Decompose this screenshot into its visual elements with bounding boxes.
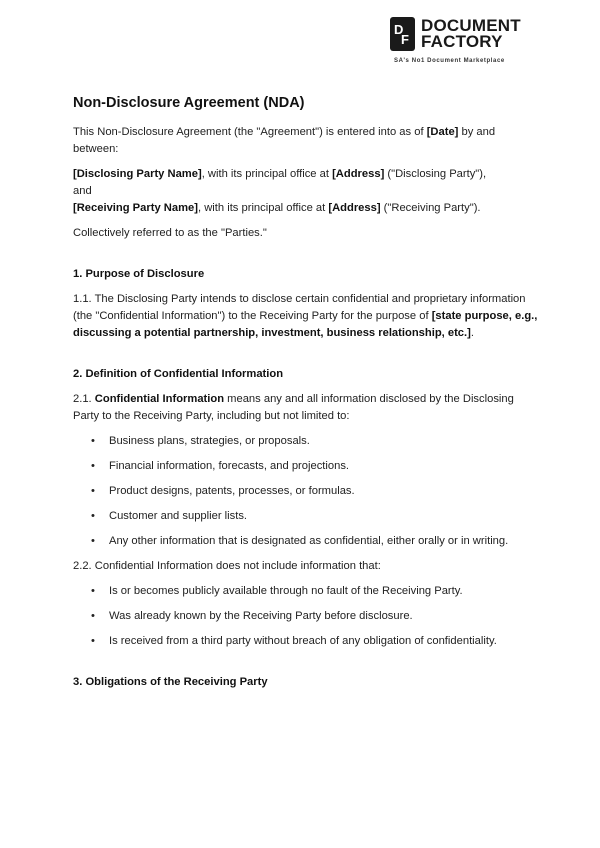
spacer xyxy=(73,250,543,266)
section-1-1-paragraph xyxy=(73,291,543,342)
receiving-party-name: [Receiving Party Name] xyxy=(73,202,198,214)
list-item: • Financial information, forecasts, and projections. xyxy=(109,458,543,475)
confidential-info-list xyxy=(73,433,543,550)
section-2-2-paragraph: 2.2. Confidential Information does not include information that: xyxy=(73,560,381,572)
list-item: • Is or becomes publicly available through no fault of the Receiving Party. xyxy=(109,583,543,600)
confidential-information-term: Confidential Information xyxy=(94,393,225,405)
section-1-1-end: . xyxy=(470,327,474,339)
document-body xyxy=(73,92,543,699)
section-1-heading: 1. Purpose of Disclosure xyxy=(73,268,205,280)
intro-paragraph xyxy=(73,124,543,158)
collectively-paragraph: Collectively referred to as the "Parties." xyxy=(73,227,267,239)
section-2-1-text: means any and all information disclosed by the Disclosing Party to the Receiving Party, including but not limited to: xyxy=(73,393,514,422)
logo-wordmark xyxy=(421,18,521,50)
receiving-text-2: ("Receiving Party"). xyxy=(380,202,481,214)
disclosing-text-1: , with its principal office at xyxy=(201,168,333,180)
list-item: • Is received from a third party without breach of any obligation of confidentiality. xyxy=(109,633,543,650)
list-item: • Customer and supplier lists. xyxy=(109,508,543,525)
logo-tagline: SA's No1 Document Marketplace xyxy=(394,58,505,64)
exclusions-list xyxy=(73,583,543,650)
logo-mark-icon xyxy=(390,17,415,51)
logo-row xyxy=(390,17,540,51)
logo-mark-bottom: F xyxy=(401,32,409,47)
document-title: Non-Disclosure Agreement (NDA) xyxy=(73,95,305,111)
list-item: • Any other information that is designated as confidential, either orally or in writing. xyxy=(109,533,543,550)
section-2-heading: 2. Definition of Confidential Information xyxy=(73,368,284,380)
list-item: • Was already known by the Receiving Party before disclosure. xyxy=(109,608,543,625)
list-item: • Product designs, patents, processes, or formulas. xyxy=(109,483,543,500)
section-2-1-number: 2.1. xyxy=(73,393,95,405)
disclosing-text-2: ("Disclosing Party"), xyxy=(384,168,487,180)
logo xyxy=(390,17,540,64)
receiving-party-paragraph xyxy=(73,200,543,217)
receiving-address: [Address] xyxy=(328,202,381,214)
intro-text-2: by and between: xyxy=(73,126,496,155)
disclosing-party-name: [Disclosing Party Name] xyxy=(73,168,202,180)
logo-line-1: DOCUMENT xyxy=(421,16,521,35)
section-1-1-text: 1.1. The Disclosing Party intends to disclose certain confidential and proprietary information (the "Confidential Information") to the Receiving Party for the purpose of xyxy=(73,293,526,322)
section-2-1-paragraph xyxy=(73,391,543,425)
receiving-text-1: , with its principal office at xyxy=(197,202,329,214)
intro-text-1: This Non-Disclosure Agreement (the "Agreement") is entered into as of xyxy=(73,126,427,138)
logo-mark-top: D xyxy=(394,22,404,37)
disclosing-address: [Address] xyxy=(332,168,385,180)
spacer xyxy=(73,350,543,366)
section-3-heading: 3. Obligations of the Receiving Party xyxy=(73,676,268,688)
logo-line-2: FACTORY xyxy=(421,32,503,51)
date-placeholder: [Date] xyxy=(426,126,459,138)
and-text: and xyxy=(73,185,92,197)
disclosing-party-paragraph xyxy=(73,166,543,183)
purpose-placeholder: [state purpose, e.g., discussing a potential partnership, investment, business relationship, etc.] xyxy=(73,310,538,339)
list-item: • Business plans, strategies, or proposals. xyxy=(109,433,543,450)
spacer xyxy=(73,658,543,674)
